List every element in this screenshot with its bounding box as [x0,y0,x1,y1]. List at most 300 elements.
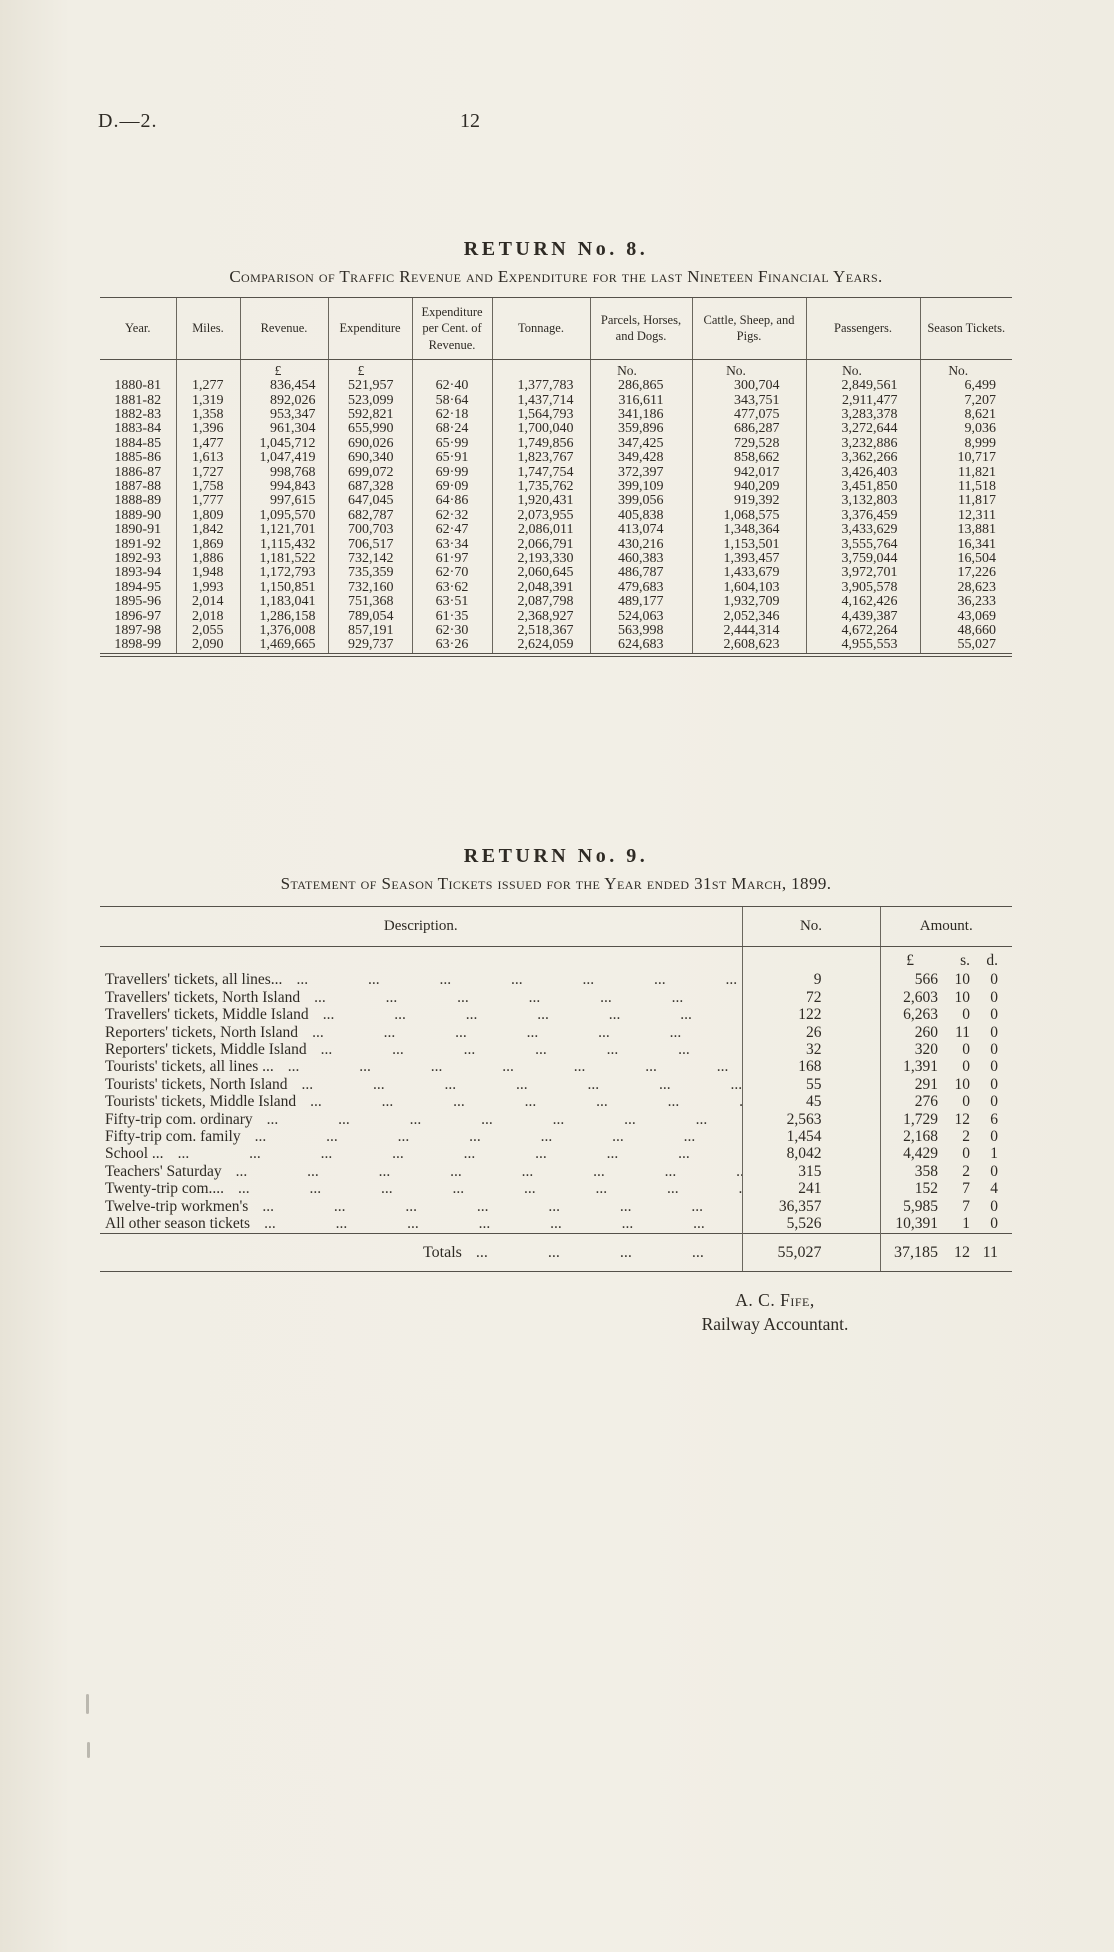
amount-pounds: 10,391 [895,1215,938,1233]
leader-dots [288,1058,742,1075]
table-row [100,509,1012,523]
cell-miles: 2,018 [176,610,240,624]
cell-season-tickets: 6,499 [920,379,1012,393]
cell-passengers: 4,955,553 [806,638,920,654]
ticket-description: Tourists' tickets, Middle Island [105,1093,297,1111]
return9-subtitle: Statement of Season Tickets issued for the Year ended 31st March, 1899. [280,874,832,893]
unit-cell [412,359,492,379]
cell-expenditure: 690,026 [328,437,412,451]
table-row [100,1093,1012,1110]
cell-tonnage: 2,086,011 [492,523,590,537]
cell-expenditure: 735,359 [328,566,412,580]
cell-season-tickets: 28,623 [920,581,1012,595]
ticket-count: 45 [742,1093,880,1110]
return9-units-row [100,947,1012,972]
amount-shillings: 10 [954,971,970,989]
unit-cell [176,359,240,379]
cell-revenue: 836,454 [240,379,328,393]
column-header-cattle: Cattle, Sheep, and Pigs. [692,298,806,360]
amount-pounds: 2,168 [903,1128,938,1146]
cell-expenditure-pct: 68·24 [412,422,492,436]
ticket-description: School ... [105,1145,164,1163]
cell-expenditure: 682,787 [328,509,412,523]
table-row [100,1128,1012,1145]
cell-season-tickets: 16,504 [920,552,1012,566]
cell-expenditure-pct: 58·64 [412,394,492,408]
signature-name: A. C. Fife, [735,1290,815,1310]
amount-shillings: 0 [962,1058,970,1076]
return8-subtitle: Comparison of Traffic Revenue and Expenditure for the last Nineteen Financial Years. [229,267,883,286]
pounds-unit: £ [906,952,914,969]
ticket-description: Twelve-trip workmen's [105,1197,249,1215]
signature-block [640,1290,910,1335]
cell-parcels: 372,397 [590,466,692,480]
cell-cattle: 1,604,103 [692,581,806,595]
cell-cattle: 1,348,364 [692,523,806,537]
totals-label: Totals [423,1243,462,1261]
signature-role: Railway Accountant. [701,1314,849,1334]
pence-unit: d. [986,952,998,969]
cell-expenditure-pct: 62·32 [412,509,492,523]
cell-year: 1880-81 [114,379,162,394]
cell-year: 1893-94 [114,566,162,581]
table-row [100,394,1012,408]
amount-cell [880,1198,1012,1215]
column-header-revenue: Revenue. [240,298,328,360]
cell-year: 1884-85 [114,436,162,451]
amount-pounds: 152 [914,1180,938,1198]
cell-revenue: 1,095,570 [240,509,328,523]
cell-tonnage: 1,437,714 [492,394,590,408]
cell-tonnage: 2,518,367 [492,624,590,638]
cell-passengers: 3,132,803 [806,494,920,508]
table-row [100,466,1012,480]
cell-parcels: 460,383 [590,552,692,566]
table-row [100,581,1012,595]
ticket-count: 26 [742,1024,880,1041]
table-row [100,538,1012,552]
page-number: 12 [460,110,480,132]
cell-season-tickets: 8,621 [920,408,1012,422]
ticket-description: Travellers' tickets, all lines... [105,971,283,989]
description-cell [100,1024,742,1041]
amount-shillings: 0 [962,1006,970,1024]
return9-header-row [100,907,1012,947]
cell-cattle: 300,704 [692,379,806,393]
cell-season-tickets: 11,821 [920,466,1012,480]
amount-pence: 0 [990,1041,998,1059]
amount-shillings: 0 [962,1145,970,1163]
ticket-count: 55 [742,1076,880,1093]
cell-passengers: 3,426,403 [806,466,920,480]
cell-year: 1881-82 [114,393,162,408]
cell-passengers: 3,759,044 [806,552,920,566]
cell-passengers: 4,162,426 [806,595,920,609]
ticket-count: 5,526 [742,1215,880,1233]
cell-tonnage: 2,087,798 [492,595,590,609]
cell-revenue: 1,181,522 [240,552,328,566]
table-row [100,1111,1012,1128]
column-header-miles: Miles. [176,298,240,360]
amount-pounds: 320 [914,1041,938,1059]
cell-miles: 1,886 [176,552,240,566]
cell-year: 1885-86 [114,451,162,466]
table-row [100,1024,1012,1041]
cell-season-tickets: 13,881 [920,523,1012,537]
scan-speck [87,1742,90,1758]
amount-pence: 0 [990,1162,998,1180]
description-cell [100,971,742,988]
cell-miles: 1,993 [176,581,240,595]
ticket-description: Fifty-trip com. ordinary [105,1110,253,1128]
return8-section [100,238,1012,657]
cell-cattle: 686,287 [692,422,806,436]
cell-miles: 1,396 [176,422,240,436]
return9-table [100,906,1012,1272]
unit-cell: No. [590,359,692,379]
ticket-description: Teachers' Saturday [105,1162,222,1180]
amount-pounds: 358 [914,1162,938,1180]
cell-expenditure-pct: 65·91 [412,451,492,465]
unit-cell [492,359,590,379]
cell-cattle: 1,068,575 [692,509,806,523]
cell-cattle: 1,153,501 [692,538,806,552]
amount-units-cell [880,947,1012,972]
cell-cattle: 343,751 [692,394,806,408]
description-cell [100,1198,742,1215]
leader-dots [312,1024,741,1041]
amount-pence: 0 [990,1058,998,1076]
ticket-count: 315 [742,1163,880,1180]
column-header-year: Year. [100,298,176,360]
cell-revenue: 953,347 [240,408,328,422]
cell-miles: 1,758 [176,480,240,494]
cell-revenue: 1,286,158 [240,610,328,624]
ticket-description: Fifty-trip com. family [105,1128,241,1146]
cell-revenue: 1,183,041 [240,595,328,609]
table-row [100,451,1012,465]
cell-cattle: 729,528 [692,437,806,451]
column-header-tonnage: Tonnage. [492,298,590,360]
table-row [100,610,1012,624]
return8-units-row [100,359,1012,379]
amount-pence: 6 [990,1110,998,1128]
cell-expenditure-pct: 69·09 [412,480,492,494]
amount-pence: 0 [990,1075,998,1093]
ticket-count: 72 [742,989,880,1006]
ticket-description: Twenty-trip com.... [105,1180,225,1198]
cell-miles: 1,613 [176,451,240,465]
ticket-count: 1,454 [742,1128,880,1145]
ticket-count: 9 [742,971,880,988]
return8-header-row [100,298,1012,360]
cell-cattle: 1,393,457 [692,552,806,566]
table-row [100,971,1012,988]
amount-shillings: 2 [962,1128,970,1146]
cell-expenditure-pct: 62·18 [412,408,492,422]
leader-dots [310,1093,741,1110]
amount-cell [880,1006,1012,1023]
description-cell [100,1145,742,1162]
unit-cell: No. [806,359,920,379]
table-row [100,408,1012,422]
totals-pounds: 37,185 [894,1243,938,1261]
cell-miles: 1,727 [176,466,240,480]
amount-shillings: 11 [955,1023,970,1041]
amount-cell [880,989,1012,1006]
ticket-description: Tourists' tickets, all lines ... [105,1058,274,1076]
leader-dots [262,1198,741,1215]
table-row [100,1041,1012,1058]
table-row [100,1163,1012,1180]
amount-cell [880,1041,1012,1058]
document-reference: D.—2. [98,110,158,132]
cell-miles: 1,477 [176,437,240,451]
amount-pence: 0 [990,1215,998,1233]
cell-year: 1894-95 [114,580,162,595]
cell-expenditure: 929,737 [328,638,412,654]
cell-passengers: 2,849,561 [806,379,920,393]
unit-cell: No. [920,359,1012,379]
cell-parcels: 479,683 [590,581,692,595]
cell-parcels: 399,109 [590,480,692,494]
cell-expenditure: 732,142 [328,552,412,566]
unit-cell: £ [240,359,328,379]
cell-tonnage: 1,749,856 [492,437,590,451]
cell-revenue: 961,304 [240,422,328,436]
cell-tonnage: 2,048,391 [492,581,590,595]
ticket-count: 241 [742,1180,880,1197]
unit-cell [100,359,176,379]
cell-parcels: 359,896 [590,422,692,436]
amount-pounds: 291 [914,1075,938,1093]
table-row [100,638,1012,654]
cell-miles: 2,014 [176,595,240,609]
totals-shillings: 12 [954,1243,970,1261]
cell-expenditure-pct: 61·35 [412,610,492,624]
table-row [100,989,1012,1006]
amount-cell [880,1111,1012,1128]
cell-parcels: 347,425 [590,437,692,451]
table-row [100,1058,1012,1075]
cell-parcels: 624,683 [590,638,692,654]
cell-revenue: 1,045,712 [240,437,328,451]
cell-cattle: 858,662 [692,451,806,465]
cell-cattle: 2,608,623 [692,638,806,654]
cell-passengers: 3,283,378 [806,408,920,422]
cell-expenditure-pct: 63·34 [412,538,492,552]
amount-shillings: 7 [962,1197,970,1215]
cell-expenditure: 687,328 [328,480,412,494]
ticket-count: 8,042 [742,1145,880,1162]
cell-tonnage: 2,066,791 [492,538,590,552]
cell-expenditure-pct: 69·99 [412,466,492,480]
cell-cattle: 919,392 [692,494,806,508]
cell-miles: 2,090 [176,638,240,654]
cell-cattle: 1,932,709 [692,595,806,609]
table-row [100,379,1012,393]
cell-revenue: 997,615 [240,494,328,508]
table-row [100,1006,1012,1023]
cell-miles: 1,809 [176,509,240,523]
cell-passengers: 3,232,886 [806,437,920,451]
table-row [100,1145,1012,1162]
cell-expenditure: 706,517 [328,538,412,552]
cell-tonnage: 2,060,645 [492,566,590,580]
description-cell [100,1111,742,1128]
cell-passengers: 2,911,477 [806,394,920,408]
amount-cell [880,1180,1012,1197]
table-row [100,552,1012,566]
description-cell [100,989,742,1006]
cell-cattle: 2,052,346 [692,610,806,624]
cell-season-tickets: 16,341 [920,538,1012,552]
return9-section [100,845,1012,1272]
table-row [100,1076,1012,1093]
leader-dots [314,989,741,1006]
amount-cell [880,1145,1012,1162]
cell-parcels: 413,074 [590,523,692,537]
return9-body [100,971,1012,1233]
leader-dots [296,971,741,988]
table-row [100,1180,1012,1197]
ticket-description: All other season tickets [105,1215,251,1233]
cell-cattle: 942,017 [692,466,806,480]
amount-pounds: 260 [914,1023,938,1041]
cell-year: 1895-96 [114,595,162,610]
cell-tonnage: 1,920,431 [492,494,590,508]
column-header-description: Description. [100,907,742,947]
description-cell [100,1058,742,1075]
empty-cell [742,947,880,972]
ticket-description: Tourists' tickets, North Island [105,1075,288,1093]
cell-year: 1898-99 [114,638,162,653]
ticket-description: Travellers' tickets, Middle Island [105,1006,309,1024]
cell-season-tickets: 48,660 [920,624,1012,638]
cell-miles: 1,777 [176,494,240,508]
leader-dots [264,1215,741,1232]
leader-dots [476,1244,742,1261]
cell-season-tickets: 43,069 [920,610,1012,624]
table-row [100,1215,1012,1233]
table-row [100,422,1012,436]
return8-table [100,297,1012,657]
cell-cattle: 477,075 [692,408,806,422]
cell-passengers: 3,272,644 [806,422,920,436]
amount-cell [880,1093,1012,1110]
cell-year: 1889-90 [114,508,162,523]
amount-shillings: 7 [962,1180,970,1198]
amount-cell [880,1215,1012,1233]
empty-cell [100,947,742,972]
amount-shillings: 0 [962,1093,970,1111]
table-row [100,624,1012,638]
column-header-parcels: Parcels, Horses, and Dogs. [590,298,692,360]
unit-cell: £ [328,359,412,379]
cell-parcels: 341,186 [590,408,692,422]
amount-pounds: 1,391 [903,1058,938,1076]
cell-revenue: 1,047,419 [240,451,328,465]
cell-expenditure-pct: 63·26 [412,638,492,654]
cell-revenue: 994,843 [240,480,328,494]
table-row [100,523,1012,537]
cell-cattle: 1,433,679 [692,566,806,580]
cell-expenditure-pct: 63·51 [412,595,492,609]
column-header-passengers: Passengers. [806,298,920,360]
cell-year: 1887-88 [114,480,162,494]
cell-tonnage: 1,377,783 [492,379,590,393]
cell-expenditure: 690,340 [328,451,412,465]
amount-cell [880,1058,1012,1075]
ticket-description: Reporters' tickets, North Island [105,1023,299,1041]
cell-year: 1882-83 [114,407,162,422]
cell-revenue: 1,376,008 [240,624,328,638]
cell-tonnage: 1,823,767 [492,451,590,465]
table-row [100,1198,1012,1215]
cell-expenditure: 592,821 [328,408,412,422]
cell-expenditure: 857,191 [328,624,412,638]
description-cell [100,1163,742,1180]
table-row [100,566,1012,580]
cell-miles: 1,948 [176,566,240,580]
cell-year: 1890-91 [114,523,162,538]
cell-passengers: 4,439,387 [806,610,920,624]
return9-title: RETURN No. 9. [463,845,649,867]
cell-passengers: 3,905,578 [806,581,920,595]
amount-pounds: 566 [914,971,938,989]
cell-passengers: 3,362,266 [806,451,920,465]
amount-pounds: 2,603 [903,988,938,1006]
description-cell [100,1128,742,1145]
unit-cell: No. [692,359,806,379]
description-cell [100,1180,742,1197]
leader-dots [302,1076,742,1093]
cell-parcels: 489,177 [590,595,692,609]
table-row [100,437,1012,451]
column-header-expenditure-pct: Expenditure per Cent. of Revenue. [412,298,492,360]
cell-revenue: 892,026 [240,394,328,408]
ticket-count: 2,563 [742,1111,880,1128]
description-cell [100,1041,742,1058]
return8-body [100,379,1012,655]
cell-parcels: 430,216 [590,538,692,552]
cell-season-tickets: 36,233 [920,595,1012,609]
amount-cell [880,1163,1012,1180]
cell-expenditure-pct: 64·86 [412,494,492,508]
cell-expenditure: 521,957 [328,379,412,393]
scan-speck [86,1694,89,1714]
cell-miles: 1,358 [176,408,240,422]
amount-shillings: 0 [962,1041,970,1059]
cell-season-tickets: 12,311 [920,509,1012,523]
cell-expenditure: 789,054 [328,610,412,624]
description-cell [100,1215,742,1233]
cell-revenue: 1,150,851 [240,581,328,595]
cell-expenditure: 655,990 [328,422,412,436]
cell-year: 1896-97 [114,609,162,624]
cell-expenditure-pct: 62·47 [412,523,492,537]
amount-pence: 0 [990,1093,998,1111]
cell-tonnage: 1,700,040 [492,422,590,436]
amount-pence: 0 [990,971,998,989]
leader-dots [255,1128,742,1145]
table-row [100,480,1012,494]
amount-pence: 0 [990,1197,998,1215]
cell-tonnage: 1,735,762 [492,480,590,494]
amount-shillings: 1 [962,1215,970,1233]
cell-revenue: 1,469,665 [240,638,328,654]
cell-tonnage: 1,747,754 [492,466,590,480]
